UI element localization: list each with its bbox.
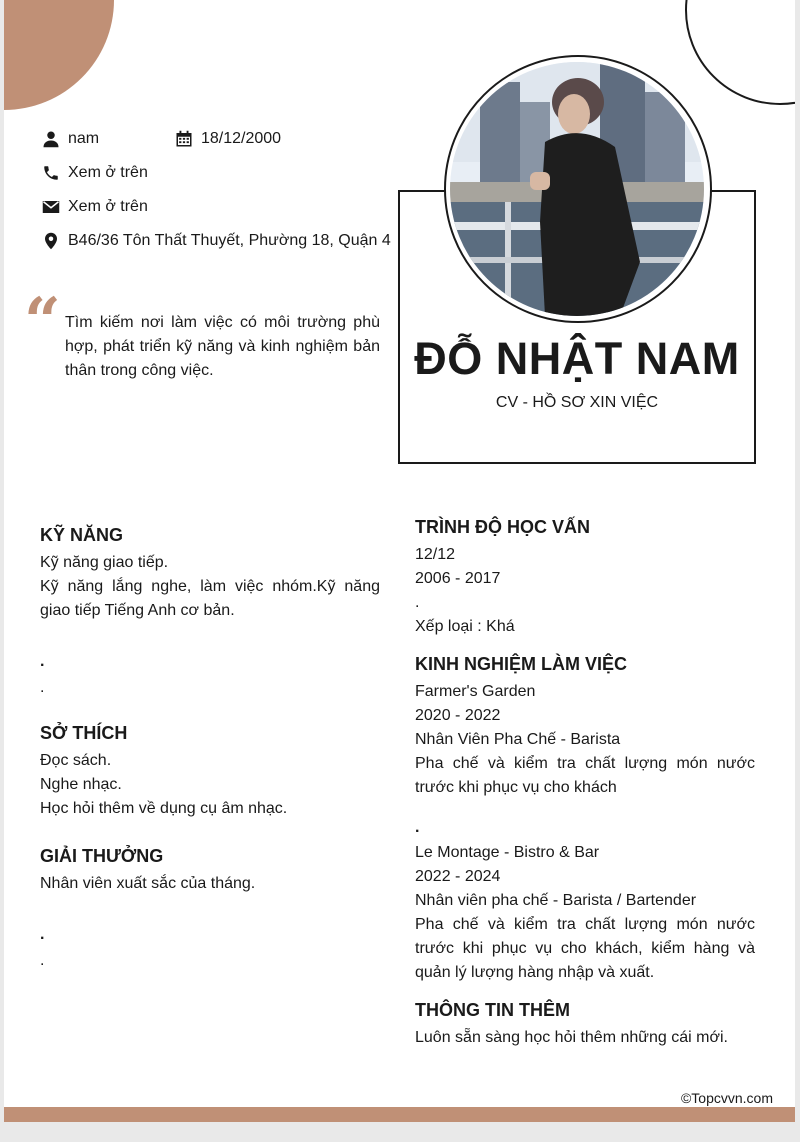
address-row: [42, 232, 391, 250]
person-icon: [42, 130, 60, 148]
avatar-photo: [450, 62, 704, 316]
gender-row: [42, 130, 99, 148]
job-company: Le Montage - Bistro & Bar: [415, 844, 600, 861]
education-grade: Xếp loại : Khá: [415, 618, 515, 635]
skill-dot: .: [40, 679, 45, 696]
gender-value: nam: [68, 130, 100, 147]
birthday-value: 18/12/2000: [201, 130, 282, 147]
job-period: 2022 - 2024: [415, 868, 501, 885]
education-title: TRÌNH ĐỘ HỌC VẤN: [415, 517, 590, 537]
job-description: Pha chế và kiểm tra chất lượng món nước trước khi phục vụ cho khách: [415, 755, 755, 796]
footer-credit: ©Topcvvn.com: [680, 1090, 773, 1106]
calendar-icon: [175, 130, 193, 148]
education-dot: .: [415, 594, 420, 611]
candidate-name: ĐỖ NHẬT NAM: [414, 333, 740, 384]
skill-line: Kỹ năng lắng nghe, làm việc nhóm.Kỹ năng giao tiếp Tiếng Anh cơ bản.: [40, 578, 380, 619]
hobbies-title: SỞ THÍCH: [40, 723, 128, 743]
education-period: 2006 - 2017: [415, 570, 501, 587]
birthday-row: [175, 130, 281, 148]
quote-icon: “: [24, 284, 61, 359]
phone-icon: [42, 164, 60, 182]
skill-dot: .: [40, 653, 45, 670]
hobby-item: Học hỏi thêm về dụng cụ âm nhạc.: [40, 800, 288, 817]
award-line: Nhân viên xuất sắc của tháng.: [40, 875, 256, 892]
education-school: 12/12: [415, 546, 456, 563]
decorative-outline-circle: [685, 0, 795, 105]
job-period: 2020 - 2022: [415, 707, 501, 724]
hobby-item: Đọc sách.: [40, 752, 112, 769]
award-dot: .: [40, 952, 45, 969]
envelope-icon: [42, 198, 60, 216]
avatar: [450, 62, 704, 316]
award-dot: .: [40, 926, 45, 943]
cv-page: [4, 0, 795, 1122]
email-row: [42, 198, 148, 216]
job-role: Nhân Viên Pha Chế - Barista: [415, 731, 621, 748]
hobby-item: Nghe nhạc.: [40, 776, 122, 793]
skill-line: Kỹ năng giao tiếp.: [40, 554, 169, 571]
extra-info-line: Luôn sẵn sàng học hỏi thêm những cái mới.: [415, 1029, 728, 1046]
footer-bar: [4, 1107, 795, 1122]
job-separator: .: [415, 819, 420, 836]
cv-subtitle: CV - HỒ SƠ XIN VIỆC: [495, 394, 659, 411]
phone-row: [42, 164, 148, 182]
email-value: Xem ở trên: [68, 198, 148, 215]
decorative-corner-circle: [4, 0, 114, 110]
extra-info-title: THÔNG TIN THÊM: [415, 1000, 570, 1020]
location-pin-icon: [42, 232, 60, 250]
awards-title: GIẢI THƯỞNG: [40, 846, 164, 866]
job-company: Farmer's Garden: [415, 683, 536, 700]
job-role: Nhân viên pha chế - Barista / Bartender: [415, 892, 697, 909]
address-value: B46/36 Tôn Thất Thuyết, Phường 18, Quận 4: [68, 232, 391, 249]
experience-title: KINH NGHIỆM LÀM VIỆC: [415, 654, 628, 674]
job-description: Pha chế và kiểm tra chất lượng món nước trước khi phục vụ cho khách, kiểm hàng và quản lý lượng hàng nhập và xuất.: [415, 916, 755, 981]
phone-value: Xem ở trên: [68, 164, 148, 181]
career-objective: Tìm kiếm nơi làm việc có môi trường phù hợp, phát triển kỹ năng và kinh nghiệm bản thân trong công việc.: [65, 314, 380, 379]
skills-title: KỸ NĂNG: [40, 525, 124, 545]
